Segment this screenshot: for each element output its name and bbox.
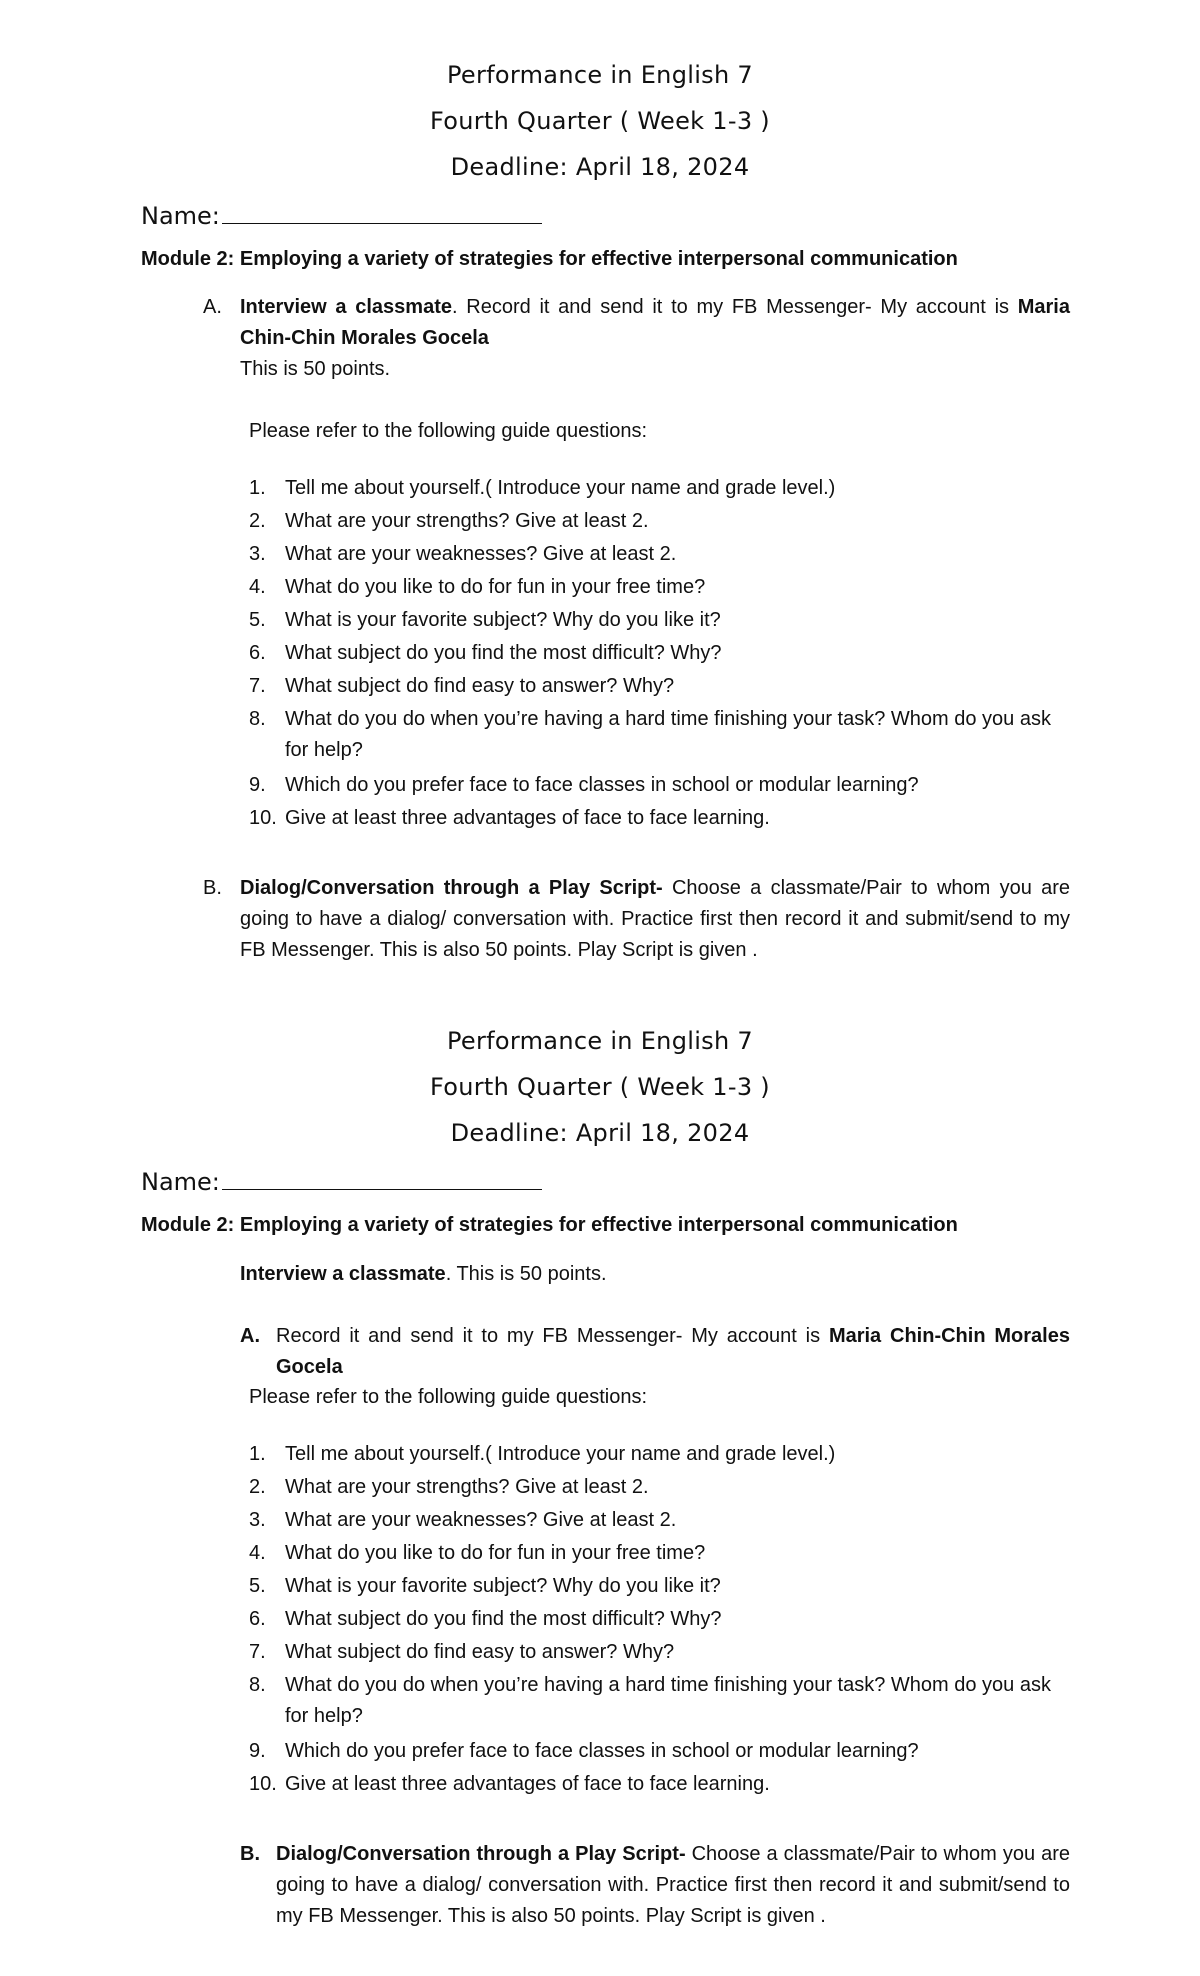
question-text: Give at least three advantages of face to face learning. — [285, 1773, 770, 1795]
name-label: Name: — [141, 1168, 220, 1196]
question-item — [249, 1769, 1069, 1802]
part-b-paragraph — [276, 1839, 1070, 1932]
name-field — [141, 1165, 542, 1196]
fb-account-name: Maria Chin-Chin Morales Gocela — [276, 1325, 1070, 1378]
question-item — [249, 605, 1069, 638]
doc-title: Performance in English 7 — [447, 1027, 753, 1055]
question-number: 5. — [249, 609, 266, 631]
question-number: 4. — [249, 576, 266, 598]
name-label: Name: — [141, 202, 220, 230]
part-b-lead: Dialog/Conversation through a Play Script- — [240, 877, 663, 899]
question-text: What subject do you find the most difficult? Why? — [285, 642, 722, 664]
doc-deadline: Deadline: April 18, 2024 — [450, 1119, 750, 1147]
question-item — [249, 704, 1069, 770]
question-text: What are your weaknesses? Give at least 2. — [285, 543, 677, 565]
doc-subtitle: Fourth Quarter ( Week 1-3 ) — [430, 107, 770, 135]
question-number: 7. — [249, 675, 266, 697]
question-number: 6. — [249, 642, 266, 664]
name-field — [141, 199, 542, 230]
question-item — [249, 1736, 1069, 1769]
question-text: What are your strengths? Give at least 2. — [285, 510, 649, 532]
part-a-marker: A. — [203, 296, 222, 318]
question-item — [249, 1505, 1069, 1538]
question-number: 9. — [249, 1740, 266, 1762]
question-text: What do you do when you’re having a hard time finishing your task? Whom do you ask for help? — [285, 708, 1051, 761]
doc-deadline: Deadline: April 18, 2024 — [450, 153, 750, 181]
question-text: What is your favorite subject? Why do you like it? — [285, 1575, 721, 1597]
question-item — [249, 506, 1069, 539]
part-b-text: Choose a classmate/Pair to whom you are going to have a dialog/ conversation with. Practice first then record it and submit/send to my FB Messenger. This is also 50 points. Play Script is given . — [240, 877, 1070, 961]
question-item — [249, 572, 1069, 605]
part-b-text: Choose a classmate/Pair to whom you are going to have a dialog/ conversation with. Practice first then record it and submit/send to my FB Messenger. This is also 50 points. Play Script is given . — [276, 1843, 1070, 1927]
question-item — [249, 803, 1069, 836]
question-text: Tell me about yourself.( Introduce your name and grade level.) — [285, 477, 836, 499]
question-text: What is your favorite subject? Why do you like it? — [285, 609, 721, 631]
question-item — [249, 539, 1069, 572]
question-item — [249, 770, 1069, 803]
part-a-text: Record it and send it to my FB Messenger- My account is — [276, 1325, 829, 1347]
question-text: Which do you prefer face to face classes in school or modular learning? — [285, 1740, 919, 1762]
fb-account-name: Maria Chin-Chin Morales Gocela — [240, 296, 1070, 349]
doc-subtitle: Fourth Quarter ( Week 1-3 ) — [430, 1073, 770, 1101]
question-number: 3. — [249, 543, 266, 565]
question-item — [249, 671, 1069, 704]
name-blank-line — [222, 199, 542, 224]
question-item — [249, 473, 1069, 506]
question-item — [249, 638, 1069, 671]
question-number: 5. — [249, 1575, 266, 1597]
question-number: 10. — [249, 807, 277, 829]
question-item — [249, 1637, 1069, 1670]
question-number: 6. — [249, 1608, 266, 1630]
question-text: What subject do you find the most difficult? Why? — [285, 1608, 722, 1630]
guide-questions-list — [249, 1439, 1069, 1802]
name-blank-line — [222, 1165, 542, 1190]
question-text: What are your weaknesses? Give at least 2. — [285, 1509, 677, 1531]
guide-intro: Please refer to the following guide questions: — [249, 1386, 648, 1408]
question-number: 1. — [249, 477, 266, 499]
question-number: 8. — [249, 708, 266, 730]
module-heading: Module 2: Employing a variety of strategies for effective interpersonal communication — [141, 248, 958, 270]
question-item — [249, 1538, 1069, 1571]
question-item — [249, 1670, 1069, 1736]
part-b-marker: B. — [203, 877, 222, 899]
part-a-paragraph — [240, 292, 1070, 354]
interview-lead: Interview a classmate — [240, 1263, 446, 1285]
question-number: 1. — [249, 1443, 266, 1465]
interview-line — [240, 1259, 607, 1290]
question-text: Which do you prefer face to face classes in school or modular learning? — [285, 774, 919, 796]
question-number: 2. — [249, 510, 266, 532]
question-text: What are your strengths? Give at least 2. — [285, 1476, 649, 1498]
part-a-text: . Record it and send it to my FB Messenger- My account is — [452, 296, 1018, 318]
guide-questions-list — [249, 473, 1069, 836]
question-number: 10. — [249, 1773, 277, 1795]
interview-points: . This is 50 points. — [445, 1263, 607, 1285]
part-a-lead: Interview a classmate — [240, 296, 452, 318]
question-text: What subject do find easy to answer? Why? — [285, 1641, 675, 1663]
doc-title: Performance in English 7 — [447, 61, 753, 89]
question-text: What do you like to do for fun in your free time? — [285, 1542, 706, 1564]
question-text: Give at least three advantages of face to face learning. — [285, 807, 770, 829]
question-item — [249, 1604, 1069, 1637]
question-item — [249, 1439, 1069, 1472]
part-b-marker: B. — [240, 1843, 260, 1865]
question-number: 9. — [249, 774, 266, 796]
question-number: 7. — [249, 1641, 266, 1663]
question-text: What do you like to do for fun in your free time? — [285, 576, 706, 598]
question-number: 8. — [249, 1674, 266, 1696]
module-heading: Module 2: Employing a variety of strategies for effective interpersonal communication — [141, 1214, 958, 1236]
question-item — [249, 1472, 1069, 1505]
question-text: What do you do when you’re having a hard time finishing your task? Whom do you ask for help? — [285, 1674, 1051, 1727]
question-item — [249, 1571, 1069, 1604]
part-a-marker: A. — [240, 1325, 260, 1347]
question-number: 2. — [249, 1476, 266, 1498]
part-a-points: This is 50 points. — [240, 358, 391, 380]
question-text: What subject do find easy to answer? Why? — [285, 675, 675, 697]
part-b-lead: Dialog/Conversation through a Play Script- — [276, 1843, 686, 1865]
guide-intro: Please refer to the following guide questions: — [249, 420, 648, 442]
part-b-paragraph — [240, 873, 1070, 966]
question-text: Tell me about yourself.( Introduce your name and grade level.) — [285, 1443, 836, 1465]
part-a-paragraph — [276, 1321, 1070, 1383]
question-number: 3. — [249, 1509, 266, 1531]
question-number: 4. — [249, 1542, 266, 1564]
